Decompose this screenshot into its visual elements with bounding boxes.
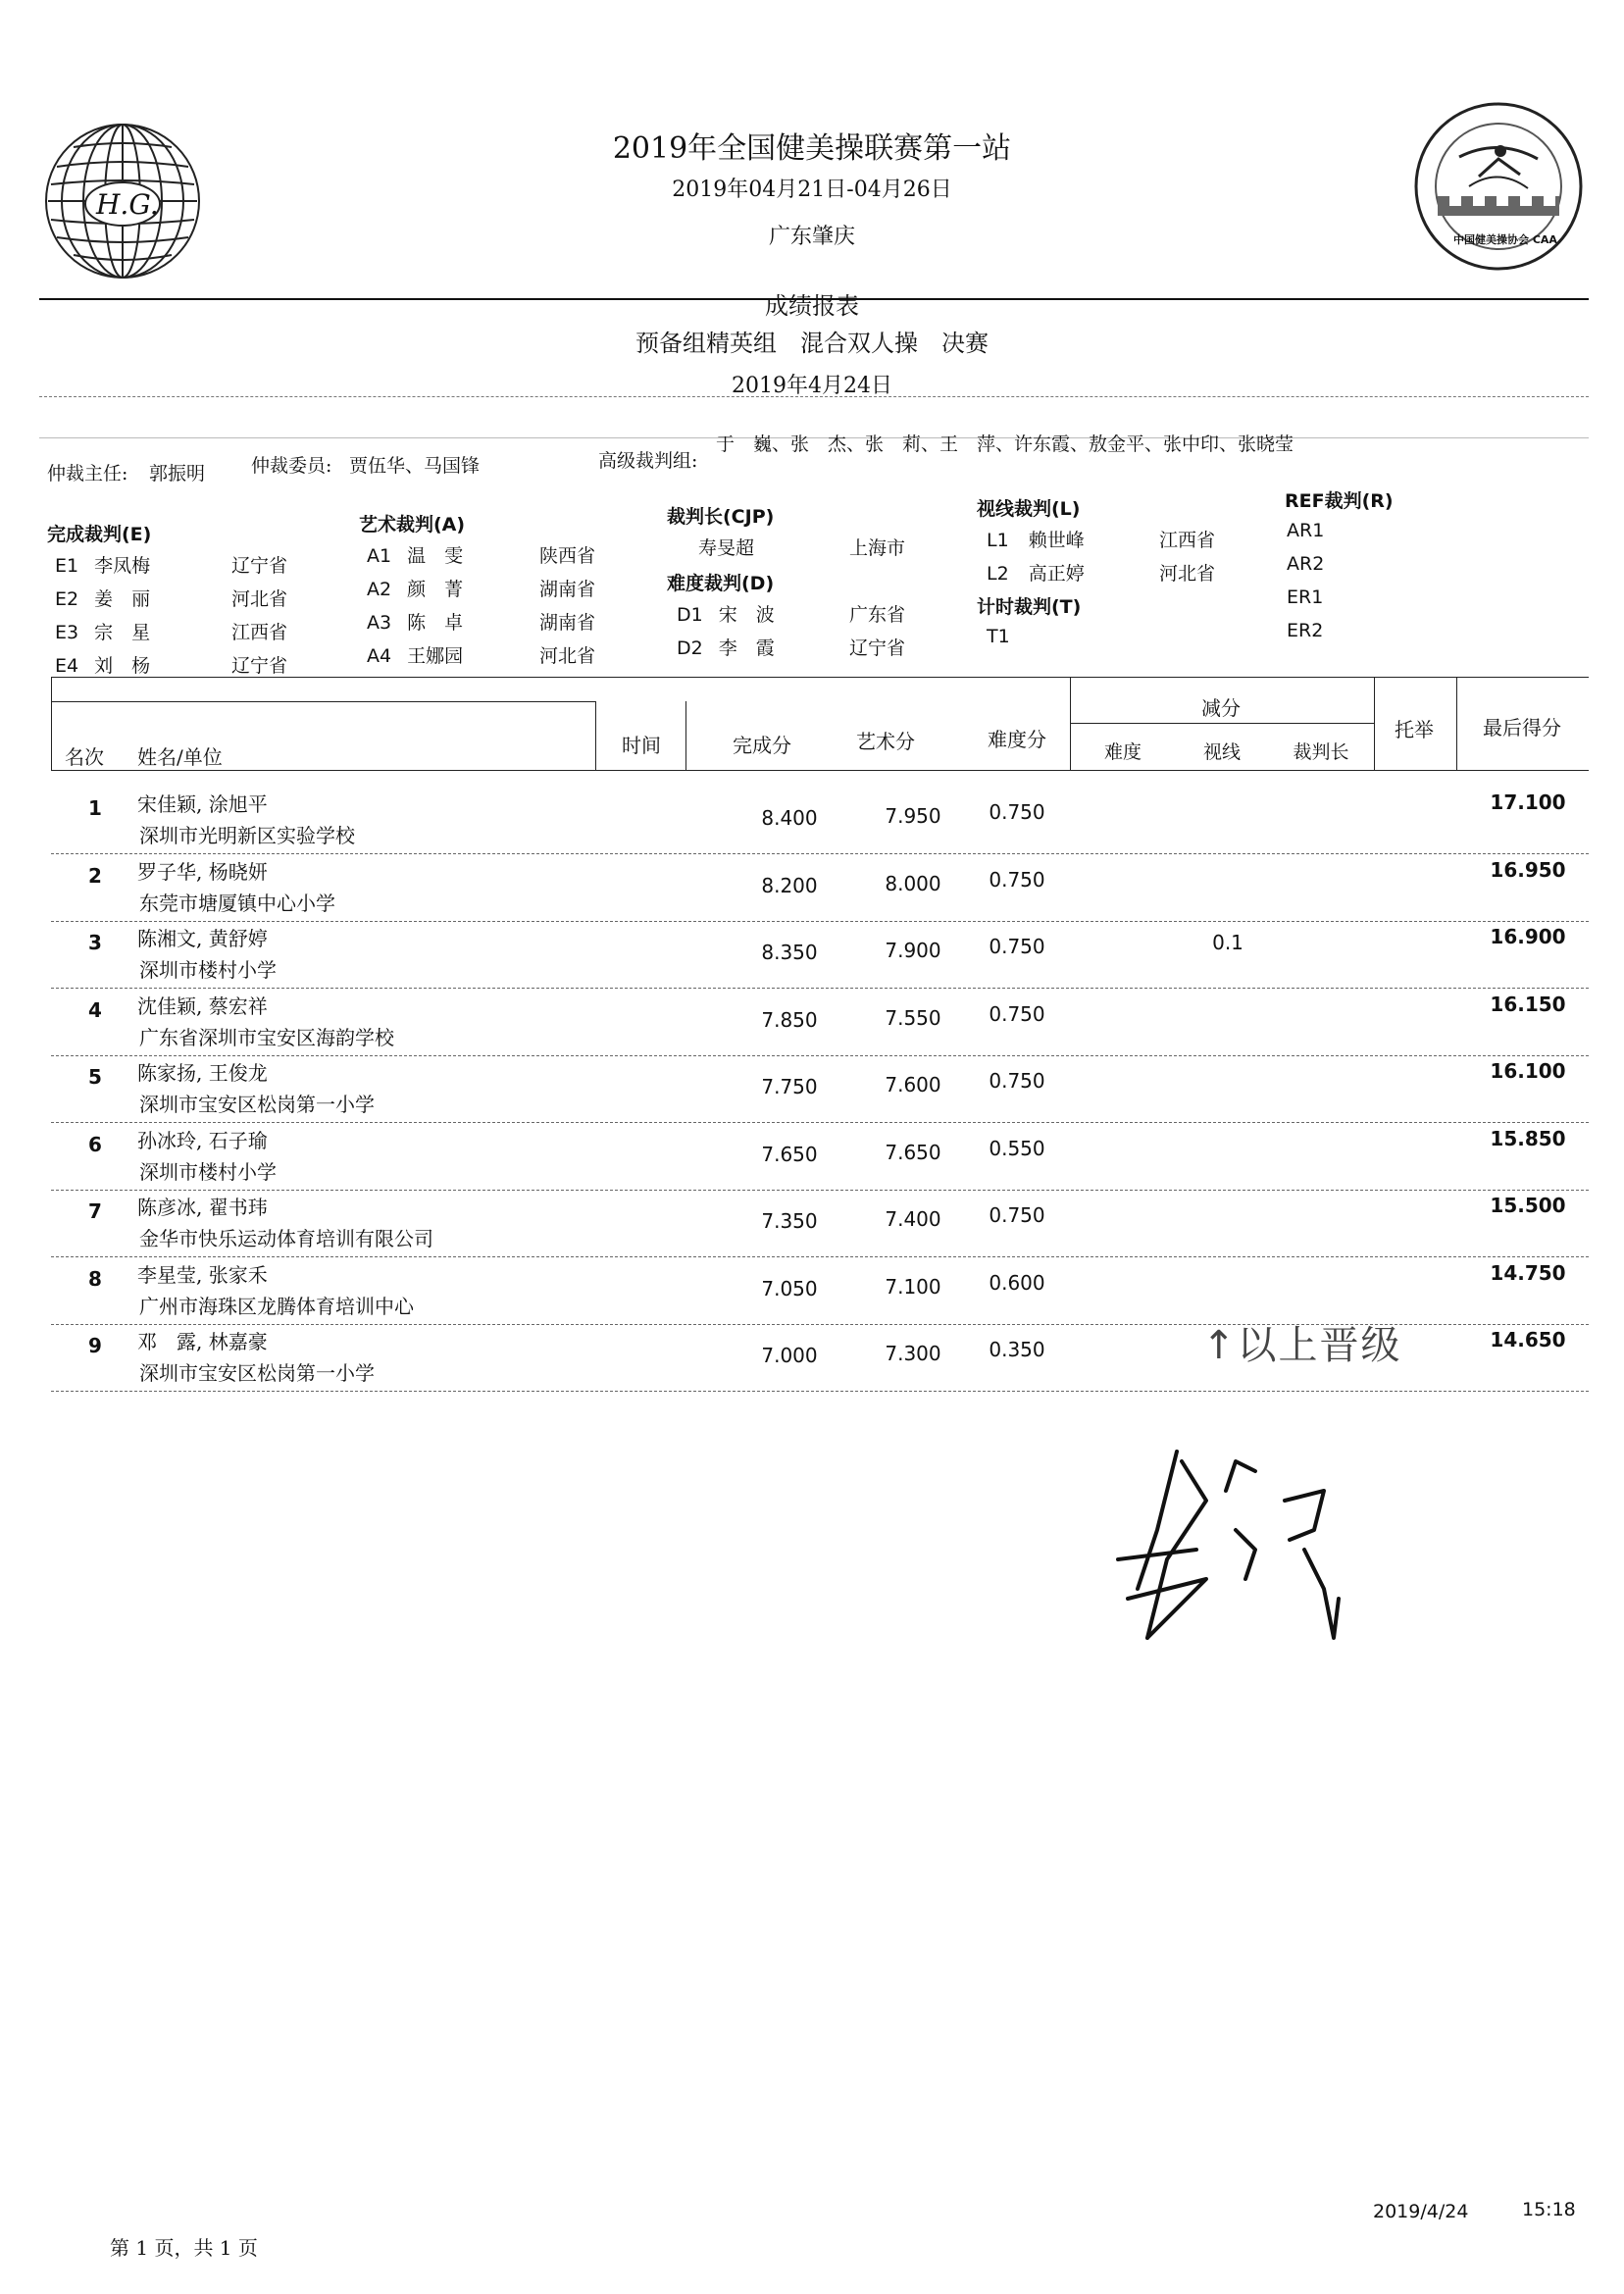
rank: 6 (88, 1133, 102, 1156)
caa-logo-text: 中国健美操协会 CAA (1453, 233, 1557, 246)
athlete-unit: 深圳市宝安区松岗第一小学 (139, 1361, 375, 1385)
ref-judge-code: AR1 (1287, 520, 1325, 541)
athlete-unit: 深圳市楼村小学 (139, 1160, 277, 1184)
report-title: 成绩报表 (765, 292, 859, 320)
final-score: 16.100 (1490, 1059, 1566, 1083)
difficulty-judges-label: 难度裁判(D) (667, 573, 775, 594)
hg-logo-text: H.G. (96, 188, 159, 221)
rank: 9 (88, 1334, 102, 1357)
final-score: 14.750 (1490, 1261, 1566, 1285)
row-divider (51, 988, 1589, 989)
diff-score: 0.750 (989, 1203, 1045, 1227)
line-judges-label: 视线裁判(L) (977, 498, 1081, 520)
col-header-rank: 名次 (65, 745, 104, 769)
ref-judge-code: ER1 (1287, 586, 1324, 608)
row-divider (51, 921, 1589, 922)
promotion-note: ↑以上晋级 (1202, 1323, 1402, 1368)
col-header-deduct-line: 视线 (1202, 741, 1241, 763)
table-row (51, 1129, 1589, 1194)
chief-label: 仲裁主任: (47, 463, 128, 484)
col-header-lift: 托举 (1395, 718, 1434, 741)
row-divider (51, 1055, 1589, 1056)
diff-score: 0.550 (989, 1137, 1045, 1160)
col-header-exec: 完成分 (733, 734, 791, 757)
diff-score: 0.750 (989, 1002, 1045, 1026)
athlete-names: 宋佳颖, 涂旭平 (137, 792, 268, 816)
exec-judge-row: E2 姜 丽 河北省 (55, 588, 288, 610)
exec-score: 7.050 (761, 1277, 818, 1300)
exec-judge-row: E1 李凤梅 辽宁省 (55, 555, 288, 577)
row-divider (51, 1256, 1589, 1257)
rank: 8 (88, 1267, 102, 1291)
diff-score: 0.750 (989, 1069, 1045, 1093)
artistic-judges-label: 艺术裁判(A) (359, 514, 466, 535)
col-header-diff: 难度分 (988, 728, 1046, 751)
exec-score: 8.200 (761, 874, 818, 897)
ref-judge-code: ER2 (1287, 620, 1324, 641)
diff-judge-row: D2 李 霞 辽宁省 (677, 637, 906, 659)
athlete-names: 罗子华, 杨晓妍 (137, 860, 268, 884)
rank: 4 (88, 998, 102, 1022)
athlete-unit: 金华市快乐运动体育培训有限公司 (139, 1227, 433, 1250)
col-header-time: 时间 (622, 734, 661, 757)
final-score: 16.900 (1490, 925, 1566, 948)
final-score: 14.650 (1490, 1328, 1566, 1351)
row-divider (51, 1190, 1589, 1191)
art-judge-row: A4 王娜园 河北省 (367, 645, 596, 667)
exec-score: 7.650 (761, 1143, 818, 1166)
exec-score: 7.350 (761, 1209, 818, 1233)
athlete-unit: 深圳市宝安区松岗第一小学 (139, 1093, 375, 1116)
diff-judge-row: D1 宋 波 广东省 (677, 604, 906, 626)
line-judge-row: L2 高正婷 河北省 (987, 563, 1216, 585)
execution-judges-label: 完成裁判(E) (47, 524, 152, 545)
athlete-names: 沈佳颖, 蔡宏祥 (137, 994, 268, 1018)
art-score: 7.950 (885, 804, 941, 828)
art-score: 7.550 (885, 1006, 941, 1030)
athlete-names: 邓 露, 林嘉豪 (137, 1330, 268, 1353)
athlete-names: 李星莹, 张家禾 (137, 1263, 268, 1287)
event-location: 广东肇庆 (768, 225, 855, 249)
art-score: 7.600 (885, 1073, 941, 1096)
jury-names: 贾伍华、马国锋 (349, 455, 481, 477)
final-score: 16.150 (1490, 993, 1566, 1016)
exec-score: 8.400 (761, 806, 818, 830)
col-header-name: 姓名/单位 (137, 745, 223, 769)
report-date: 2019年4月24日 (732, 374, 892, 398)
rank: 3 (88, 931, 102, 954)
athlete-names: 孙冰玲, 石子瑜 (137, 1129, 268, 1152)
row-divider (51, 1122, 1589, 1123)
ref-judge-code: AR2 (1287, 553, 1325, 575)
title-divider (39, 396, 1589, 397)
table-row (51, 860, 1589, 925)
col-header-final: 最后得分 (1483, 716, 1561, 739)
chief-name: 郭振明 (149, 463, 206, 484)
rank: 5 (88, 1065, 102, 1089)
col-header-art: 艺术分 (856, 730, 915, 753)
table-row (51, 994, 1589, 1059)
rank: 2 (88, 864, 102, 888)
rank: 1 (88, 796, 102, 820)
cjp-label: 裁判长(CJP) (667, 506, 775, 528)
table-row (51, 1196, 1589, 1260)
athlete-unit: 广东省深圳市宝安区海韵学校 (139, 1026, 394, 1049)
ref-judges-label: REF裁判(R) (1285, 490, 1394, 512)
table-row (51, 1061, 1589, 1126)
art-score: 7.900 (885, 939, 941, 962)
art-judge-row: A2 颜 菁 湖南省 (367, 579, 596, 600)
row-divider (51, 853, 1589, 854)
exec-judge-row: E4 刘 杨 辽宁省 (55, 655, 288, 677)
diff-score: 0.350 (989, 1338, 1045, 1361)
art-judge-row: A1 温 雯 陕西省 (367, 545, 596, 567)
art-judge-row: A3 陈 卓 湖南省 (367, 612, 596, 634)
report-category: 预备组精英组 混合双人操 决赛 (635, 330, 989, 357)
final-score: 15.850 (1490, 1127, 1566, 1150)
row-divider (51, 1391, 1589, 1392)
diff-score: 0.750 (989, 800, 1045, 824)
timer-judge-label: 计时裁判(T) (977, 596, 1082, 618)
line-deduction: 0.1 (1212, 931, 1243, 954)
athlete-unit: 广州市海珠区龙腾体育培训中心 (139, 1295, 414, 1318)
diff-score: 0.600 (989, 1271, 1045, 1295)
senior-names: 于 巍、张 杰、张 莉、王 萍、许东霞、敖金平、张中印、张晓莹 (716, 433, 1294, 455)
event-dates: 2019年04月21日-04月26日 (672, 178, 952, 202)
exec-score: 7.000 (761, 1344, 818, 1367)
cjp-name: 寿旻超 (698, 537, 755, 559)
senior-label: 高级裁判组: (598, 450, 698, 472)
line-judge-row: L1 赖世峰 江西省 (987, 530, 1216, 551)
jury-label: 仲裁委员: (251, 455, 332, 477)
col-header-deduct-cjp: 裁判长 (1293, 741, 1349, 763)
exec-score: 7.850 (761, 1008, 818, 1032)
final-score: 17.100 (1490, 790, 1566, 814)
cjp-prov: 上海市 (849, 537, 906, 559)
page-number: 第 1 页，共 1 页 (110, 2236, 258, 2260)
diff-score: 0.750 (989, 935, 1045, 958)
exec-score: 8.350 (761, 941, 818, 964)
exec-judge-row: E3 宗 星 江西省 (55, 622, 288, 643)
athlete-unit: 深圳市楼村小学 (139, 958, 277, 982)
print-time: 15:18 (1522, 2199, 1576, 2220)
athlete-names: 陈家扬, 王俊龙 (137, 1061, 268, 1085)
col-header-deduct: 减分 (1201, 696, 1241, 720)
final-score: 15.500 (1490, 1194, 1566, 1217)
final-score: 16.950 (1490, 858, 1566, 882)
art-score: 7.400 (885, 1207, 941, 1231)
table-row (51, 792, 1589, 857)
diff-score: 0.750 (989, 868, 1045, 892)
art-score: 7.300 (885, 1342, 941, 1365)
athlete-unit: 东莞市塘厦镇中心小学 (139, 892, 335, 915)
print-date: 2019/4/24 (1373, 2201, 1469, 2222)
art-score: 8.000 (885, 872, 941, 895)
signature (1089, 1442, 1383, 1667)
event-title: 2019年全国健美操联赛第一站 (612, 131, 1012, 166)
exec-score: 7.750 (761, 1075, 818, 1098)
athlete-names: 陈湘文, 黄舒婷 (137, 927, 268, 950)
athlete-unit: 深圳市光明新区实验学校 (139, 824, 355, 847)
timer-judge-code: T1 (987, 626, 1010, 647)
table-row (51, 927, 1589, 992)
art-score: 7.100 (885, 1275, 941, 1299)
rank: 7 (88, 1199, 102, 1223)
art-score: 7.650 (885, 1141, 941, 1164)
athlete-names: 陈彦冰, 翟书玮 (137, 1196, 268, 1219)
col-header-deduct-diff: 难度 (1103, 741, 1142, 763)
